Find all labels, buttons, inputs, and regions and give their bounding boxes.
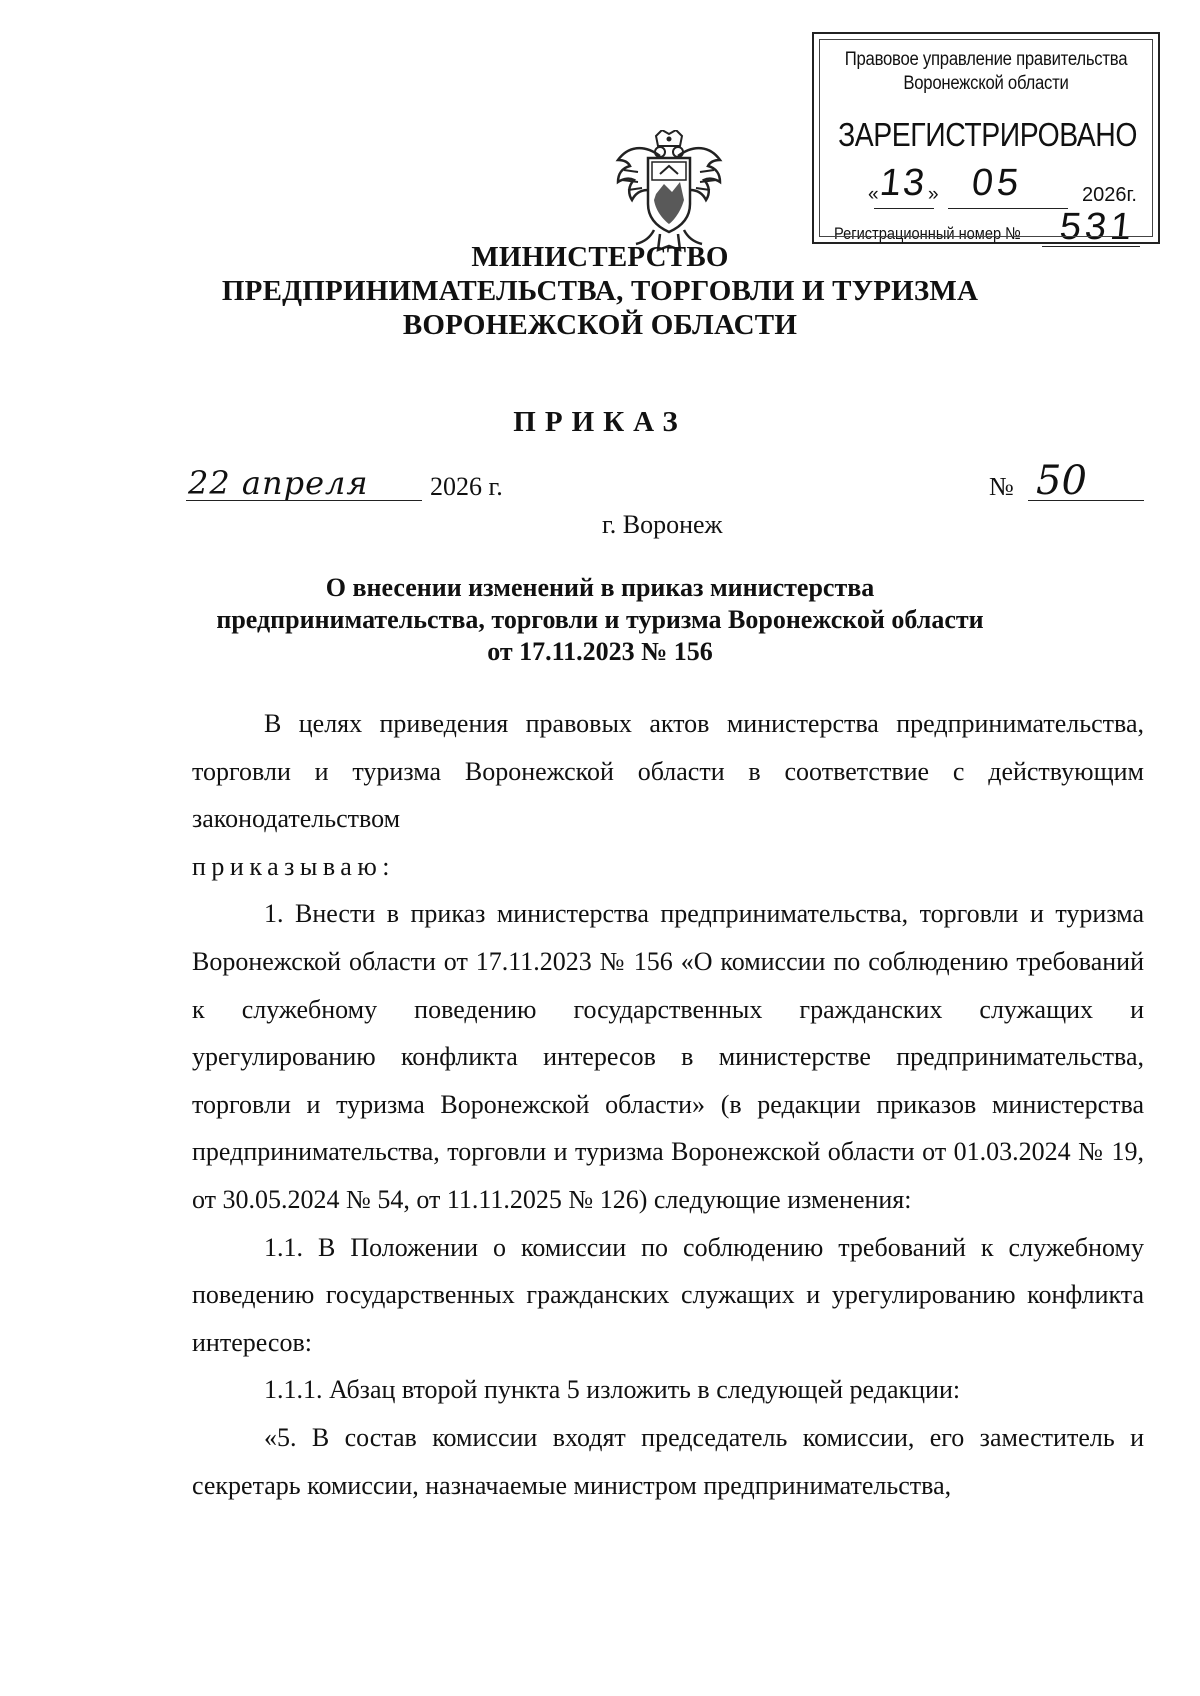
order-number-line xyxy=(1028,500,1144,501)
order-subject xyxy=(0,572,1200,668)
stamp-quote-close: » xyxy=(928,184,939,205)
quote-paragraph: «5. В состав комиссии входят председатель комиссии, его заместитель и секретарь комиссии, назначаемые министром предпринимательства, xyxy=(192,1422,1144,1500)
ministry-line1: МИНИСТЕРСТВО xyxy=(471,241,729,273)
order-date-line xyxy=(186,500,422,501)
order-number-handwritten: 50 xyxy=(1036,458,1087,504)
stamp-reg-number-row xyxy=(828,206,1144,248)
subject-line2: предпринимательства, торговли и туризма Воронежской области xyxy=(216,605,984,634)
stamp-quote-open: « xyxy=(868,184,879,205)
stamp-day: 13 xyxy=(877,162,929,204)
stamp-reg-number: 531 xyxy=(1057,206,1138,248)
subject-line1: О внесении изменений в приказ министерства xyxy=(325,573,875,602)
order-body xyxy=(192,700,1144,1509)
subject-line3: от 17.11.2023 № 156 xyxy=(487,637,713,666)
ministry-line2: ПРЕДПРИНИМАТЕЛЬСТВА, ТОРГОВЛИ И ТУРИЗМА xyxy=(221,275,979,307)
item-1-1-paragraph: 1.1. В Положении о комиссии по соблюдению требований к служебному поведению государственных гражданских служащих и урегулированию конфликта интересов: xyxy=(192,1232,1144,1357)
stamp-date xyxy=(836,162,1144,208)
decree-word: приказываю: xyxy=(192,851,395,881)
order-city: г. Воронеж xyxy=(602,510,723,539)
stamp-month-line xyxy=(948,208,1068,209)
stamp-registered-label: ЗАРЕГИСТРИРОВАНО xyxy=(838,116,1137,153)
order-date-number-row xyxy=(186,458,1146,510)
order-number-label: № xyxy=(989,472,1014,501)
stamp-day-line xyxy=(874,208,934,209)
order-date-handwritten: 22 апреля xyxy=(188,464,369,502)
order-date-year: 2026 г. xyxy=(430,472,503,501)
order-title: ПРИКАЗ xyxy=(513,406,687,438)
stamp-department xyxy=(835,48,1138,96)
ministry-line3: ВОРОНЕЖСКОЙ ОБЛАСТИ xyxy=(402,309,798,341)
item-1-paragraph: 1. Внести в приказ министерства предпринимательства, торговли и туризма Воронежской области от 17.11.2023 № 156 «О комиссии по соблюдению требований к служебному поведению государственных гражданских служащих и урегулированию конфликта интересов в министерстве предпринимательства, торговли и туризма Воронежской области» (в редакции приказов министерства предпринимательства, торговли и туризма Воронежской области от 01.03.2024 № 19, от 30.05.2024 № 54, от 11.11.2025 № 126) следующие изменения: xyxy=(192,899,1144,1214)
coat-of-arms-icon xyxy=(614,130,724,254)
preamble-paragraph: В целях приведения правовых актов министерства предпринимательства, торговли и туризма Воронежской области в соответствие с действующим законодательством xyxy=(192,709,1144,834)
stamp-month: 05 xyxy=(969,162,1025,204)
stamp-department-line2: Воронежской области xyxy=(903,73,1069,94)
ministry-title xyxy=(0,240,1200,342)
registration-stamp xyxy=(812,32,1160,248)
stamp-year: 2026г. xyxy=(1082,184,1137,206)
stamp-department-line1: Правовое управление правительства xyxy=(844,49,1128,70)
item-1-1-1-paragraph: 1.1.1. Абзац второй пункта 5 изложить в следующей редакции: xyxy=(264,1375,961,1405)
stamp-reg-number-label: Регистрационный номер № xyxy=(834,224,1021,243)
